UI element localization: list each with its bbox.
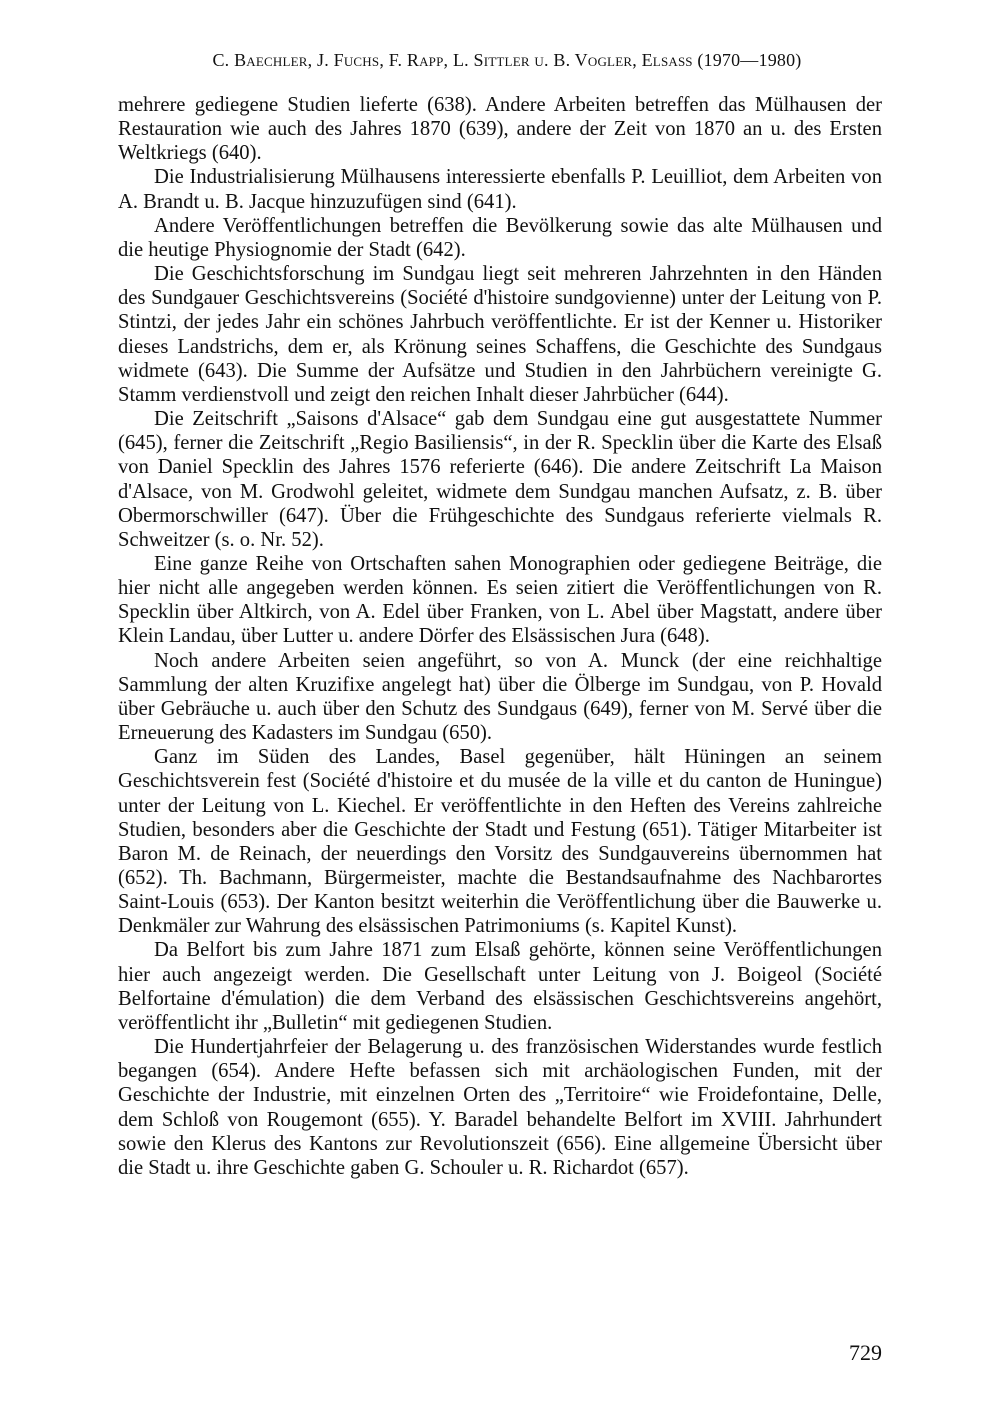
paragraph: Eine ganze Reihe von Ortschaften sahen Monographien oder gediegene Beiträge, die hier nicht alle angegeben werden können. Es seien zitiert die Veröffentlichungen von R. Specklin über Altkirch, von A. Edel über Franken, von L. Abel über Magstatt, andere über Klein Landau, über Lutter u. andere Dörfer des Elsässischen Jura (648). <box>118 552 882 648</box>
paragraph: Die Geschichtsforschung im Sundgau liegt seit mehreren Jahrzehnten in den Händen des Sundgauer Geschichtsvereins (Société d'histoire sundgovienne) unter der Leitung von P. Stintzi, der jedes Jahr ein schönes Jahrbuch veröffentlichte. Er ist der Kenner u. Historiker dieses Landstrichs, dem er, als Krönung seines Schaffens, die Geschichte des Sundgaus widmete (643). Die Summe der Aufsätze und Studien in den Jahrbüchern vereinigte G. Stamm verdienstvoll und zeigt den reichen Inhalt dieser Jahrbücher (644). <box>118 263 882 406</box>
paragraph: Die Hundertjahrfeier der Belagerung u. des französischen Widerstandes wurde festlich begangen (654). Andere Hefte befassen sich mit archäologischen Funden, mit der Geschichte der Industrie, mit einzelnen Orten des „Territoire“ wie Froidefontaine, Delle, dem Schloß von Rougemont (655). Y. Baradel behandelte Belfort im XVIII. Jahrhundert sowie den Klerus des Kantons zur Revolutionszeit (656). Eine allgemeine Übersicht über die Stadt u. ihre Geschichte gaben G. Schouler u. R. Richardot (657). <box>118 1036 882 1179</box>
paragraph: mehrere gediegene Studien lieferte (638). Andere Arbeiten betreffen das Mülhausen der Restauration wie auch des Jahres 1870 (639), andere der Zeit von 1870 an u. des Ersten Weltkriegs (640). <box>118 94 882 165</box>
body-text <box>118 93 882 1180</box>
running-head <box>118 50 882 71</box>
paragraph: Ganz im Süden des Landes, Basel gegenüber, hält Hüningen an seinem Geschichtsverein fest (Société d'histoire et du musée de la ville et du canton de Huningue) unter der Leitung von L. Kiechel. Er veröffentlichte in den Heften des Vereins zahlreiche Studien, besonders aber die Geschichte der Stadt und Festung (651). Tätiger Mitarbeiter ist Baron M. de Reinach, der neuerdings den Vorsitz des Sundgauvereins übernommen hat (652). Th. Bachmann, Bürgermeister, machte die Bestandsaufnahme des Nachbarortes Saint-Louis (653). Der Kanton besitzt weiterhin die Veröffentlichung über die Bauwerke u. Denkmäler zur Wahrung des elsässischen Patrimoniums (s. Kapitel Kunst). <box>118 746 882 938</box>
running-head-text: C. Baechler, J. Fuchs, F. Rapp, L. Sittler u. B. Vogler, Elsaß (1970—1980) <box>212 50 802 70</box>
document-page <box>118 50 882 1390</box>
paragraph: Noch andere Arbeiten seien angeführt, so von A. Munck (der eine reichhaltige Sammlung der alten Kruzifixe angelegt hat) über die Ölberge im Sundgau, von P. Hovald über Gebräuche u. auch über den Schutz des Sundgaus (649), ferner von M. Servé über die Erneuerung des Kadasters im Sundgau (650). <box>118 649 882 745</box>
paragraph: Die Industrialisierung Mülhausens interessierte ebenfalls P. Leuilliot, dem Arbeiten von A. Brandt u. B. Jacque hinzuzufügen sind (641). <box>118 166 882 213</box>
paragraph: Andere Veröffentlichungen betreffen die Bevölkerung sowie das alte Mülhausen und die heutige Physiognomie der Stadt (642). <box>118 214 882 261</box>
page-number: 729 <box>849 1340 882 1365</box>
paragraph: Die Zeitschrift „Saisons d'Alsace“ gab dem Sundgau eine gut ausgestattete Nummer (645), ferner die Zeitschrift „Regio Basiliensis“, in der R. Specklin über die Karte des Elsaß von Daniel Specklin des Jahres 1576 referierte (646). Die andere Zeitschrift La Maison d'Alsace, von M. Grodwohl geleitet, widmete dem Sundgau manchen Aufsatz, z. B. über Obermorschwiller (647). Über die Frühgeschichte des Sundgaus referierte vielmals R. Schweitzer (s. o. Nr. 52). <box>118 408 882 551</box>
paragraph: Da Belfort bis zum Jahre 1871 zum Elsaß gehörte, können seine Veröffentlichungen hier auch angezeigt werden. Die Gesellschaft unter Leitung von J. Boigeol (Société Belfortaine d'émulation) die dem Verband des elsässischen Geschichtsvereins angehört, veröffentlicht ihr „Bulletin“ mit gediegenen Studien. <box>118 939 882 1034</box>
